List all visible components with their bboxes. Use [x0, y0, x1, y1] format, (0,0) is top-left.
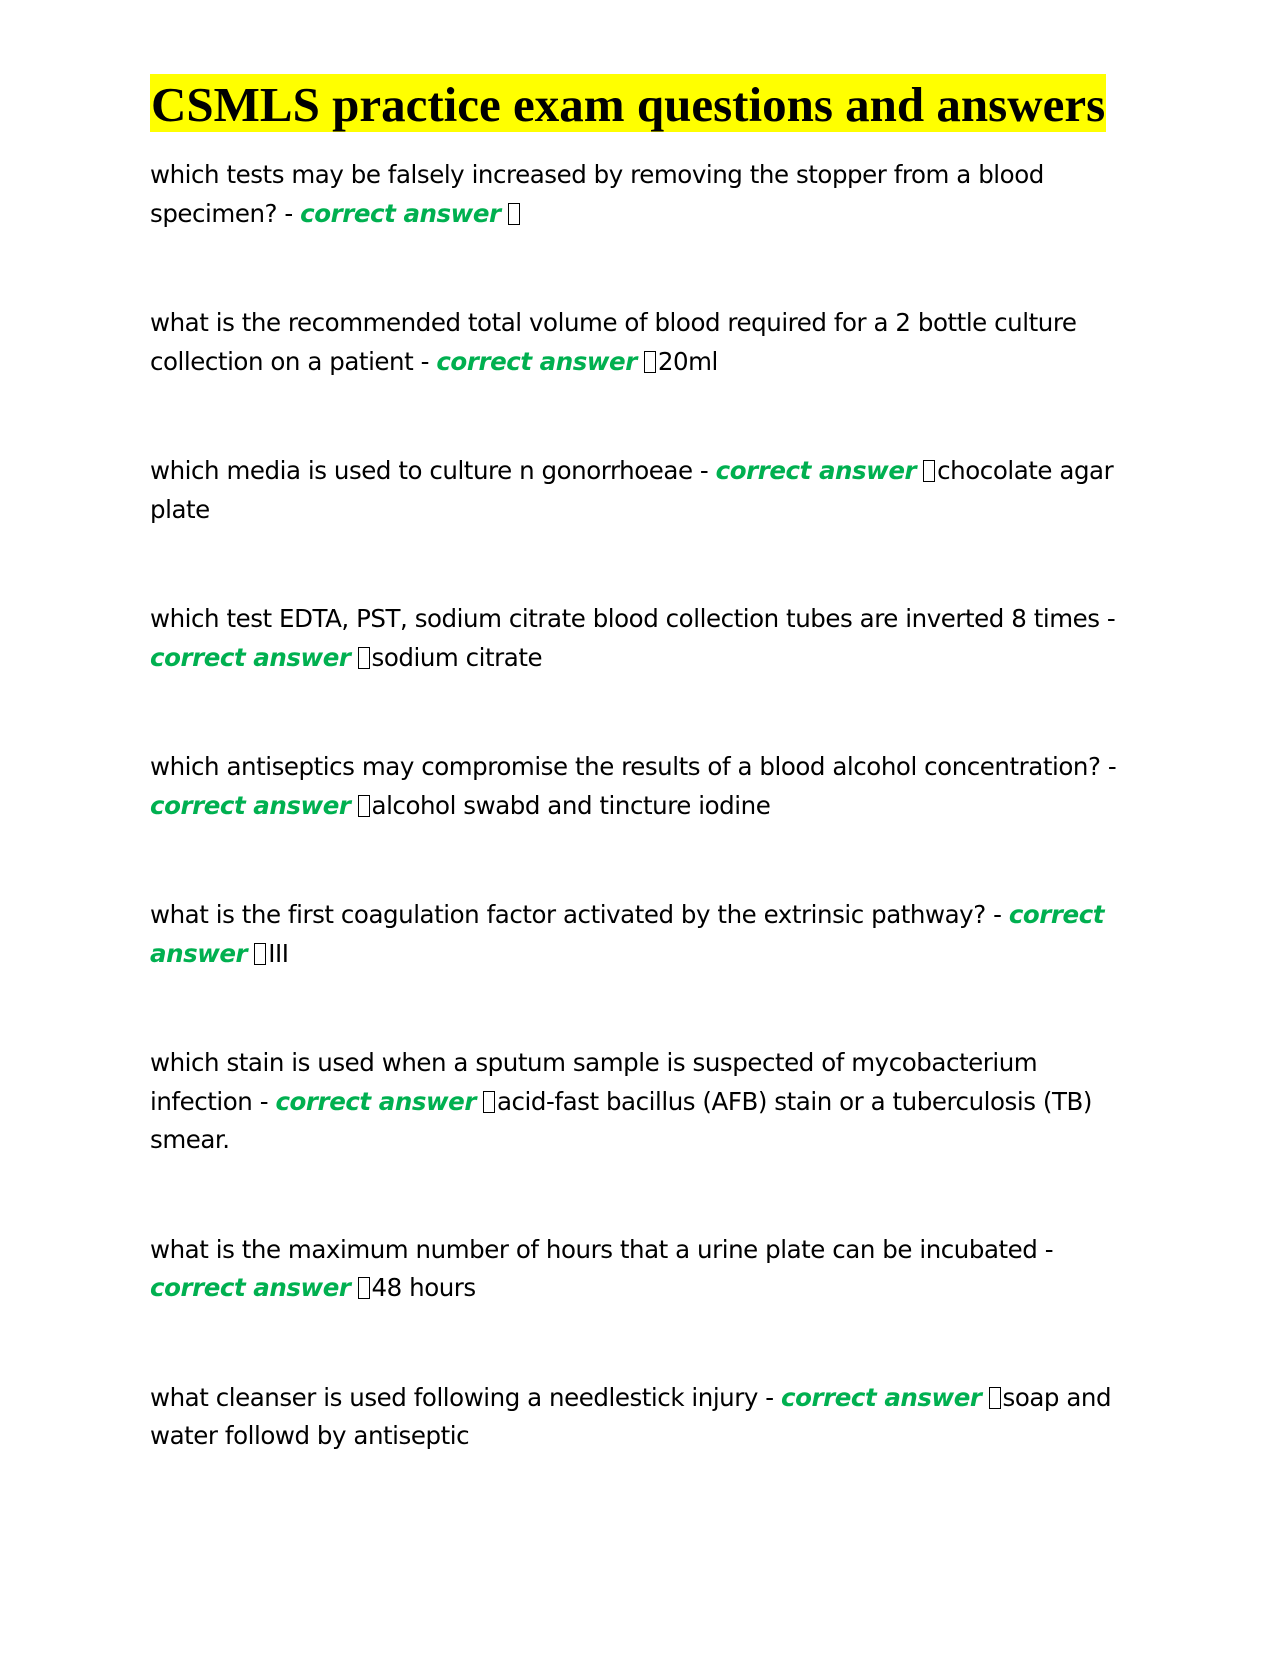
answer-text: chocolate agar plate: [150, 456, 1114, 524]
answer-text: sodium citrate: [371, 642, 543, 672]
qa-item: [150, 600, 1130, 677]
question-text: which media is used to culture n gonorrhoeae -: [150, 456, 709, 485]
answer-text: soap and water followd by antiseptic: [150, 1382, 1112, 1450]
question-text: what is the maximum number of hours that a urine plate can be incubated -: [150, 1234, 1054, 1264]
title-highlight: [150, 74, 1106, 132]
question-text: what is the recommended total volume of blood required for a 2 bottle culture collection on a patient -: [150, 308, 1077, 376]
qa-item: [150, 1379, 1130, 1456]
answer-label: correct answer: [300, 198, 501, 228]
missing-glyph-box-icon: [483, 1091, 495, 1113]
missing-glyph-box-icon: [254, 943, 266, 965]
answer-label: correct answer: [150, 790, 351, 820]
answer-text: alcohol swabd and tincture iodine: [371, 790, 771, 820]
missing-glyph-box-icon: [923, 460, 935, 482]
question-text: which tests may be falsely increased by removing the stopper from a blood specimen? -: [150, 160, 1044, 228]
question-text: what is the first coagulation factor activated by the extrinsic pathway? -: [150, 900, 1002, 929]
answer-label: correct answer: [715, 456, 917, 485]
missing-glyph-box-icon: [644, 351, 656, 373]
qa-item: [150, 748, 1130, 825]
qa-item: [150, 1231, 1130, 1308]
answer-text: III: [268, 938, 289, 968]
question-text: which stain is used when a sputum sample is suspected of mycobacterium infection -: [150, 1048, 1038, 1116]
question-text: which test EDTA, PST, sodium citrate blood collection tubes are inverted 8 times -: [150, 604, 1116, 633]
qa-item: [150, 156, 1130, 233]
qa-item: [150, 1044, 1130, 1160]
qa-item: [150, 304, 1130, 381]
missing-glyph-box-icon: [508, 203, 520, 225]
answer-label: correct answer: [150, 1273, 351, 1302]
missing-glyph-box-icon: [358, 647, 370, 669]
answer-label: correct answer: [150, 642, 351, 672]
document-page: [150, 74, 1130, 1527]
qa-list: [150, 156, 1130, 1456]
page-title: CSMLS practice exam questions and answers: [151, 77, 1106, 132]
answer-text: 48 hours: [371, 1273, 476, 1302]
qa-item: [150, 452, 1130, 529]
missing-glyph-box-icon: [358, 1277, 370, 1299]
answer-label: correct answer: [275, 1086, 476, 1116]
missing-glyph-box-icon: [358, 795, 370, 817]
qa-item: [150, 896, 1130, 973]
question-text: what cleanser is used following a needlestick injury -: [150, 1382, 774, 1412]
answer-label: correct answer: [781, 1382, 982, 1412]
answer-text: 20ml: [657, 346, 718, 376]
missing-glyph-box-icon: [989, 1387, 1001, 1409]
question-text: which antiseptics may compromise the results of a blood alcohol concentration? -: [150, 752, 1117, 781]
answer-label: correct answer: [150, 900, 1105, 968]
answer-text: acid-fast bacillus (AFB) stain or a tuberculosis (TB) smear.: [150, 1086, 1092, 1154]
answer-label: correct answer: [436, 346, 637, 376]
